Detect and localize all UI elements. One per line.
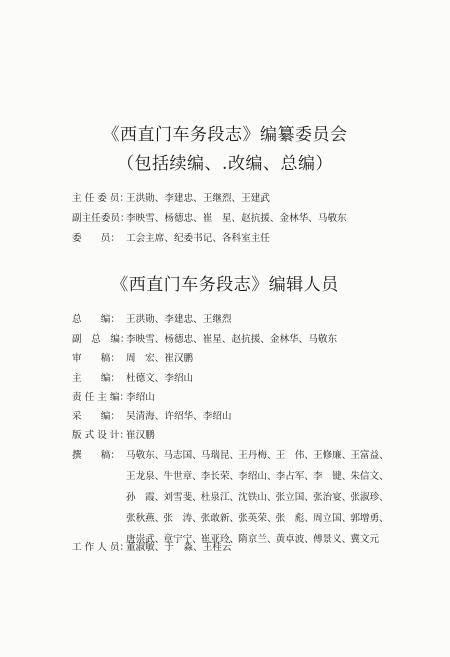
- writer-name: 张敢新、: [200, 513, 240, 524]
- editors-title: 《西直门车务段志》编辑人员: [111, 275, 339, 295]
- committee-title: 《西直门车务段志》编纂委员会: [102, 125, 348, 145]
- row-value: 李映雪、杨德忠、崔星、赵抗援、金林华、马敬东: [126, 334, 338, 345]
- writer-name: 李绍山、: [238, 471, 277, 482]
- row-label: 撰 稿：: [72, 450, 120, 461]
- committee-row-members: [72, 232, 432, 245]
- writer-name: 黄卓波、: [275, 534, 314, 545]
- writer-name: 杜泉江、: [200, 492, 240, 503]
- row-value: 李绍山: [126, 392, 155, 403]
- writer-name: 张英荣、: [238, 513, 277, 524]
- row-label: 主 任 委 员：: [72, 193, 130, 204]
- writer-name: 牛世章、: [163, 471, 202, 482]
- row-value: 王洪勋、李建忠、王继烈、王建武: [126, 193, 270, 204]
- editors-row-reviewer: [72, 352, 432, 365]
- writer-name: 张 彪、: [275, 513, 314, 524]
- writer-name: 王修廉、: [312, 450, 352, 461]
- writer-name: 张治宴、: [312, 492, 352, 503]
- writer-name: 朱信文、: [350, 471, 389, 482]
- row-label: 采 编：: [72, 411, 120, 422]
- writer-name: 傅景义、: [312, 534, 352, 545]
- row-value: 工会主席、纪委书记、各科室主任: [126, 233, 270, 244]
- editors-row-deputy-chief: [72, 333, 432, 346]
- writer-name: 马敬东、: [126, 450, 165, 461]
- row-value: 崔汉鹏: [126, 430, 155, 441]
- row-label: 责 任 主 编：: [72, 392, 130, 403]
- writer-name: 李占军、: [275, 471, 314, 482]
- writer-name: 刘雪斐、: [163, 492, 202, 503]
- writer-name: 王丹梅、: [238, 450, 277, 461]
- writer-name: 马瑞昆、: [200, 450, 240, 461]
- writer-name: 孙 霞、: [126, 492, 165, 503]
- writer-name: 马志国、: [163, 450, 202, 461]
- writer-name: 张立国、: [275, 492, 314, 503]
- writer-name: 冀文元: [350, 534, 380, 545]
- row-value: 吴清海、许绍华、李绍山: [126, 411, 232, 422]
- row-value: 李映雪、杨德忠、崔 星、赵抗援、金林华、马敬东: [126, 213, 347, 224]
- writer-name: 张秋燕、: [126, 513, 165, 524]
- editors-row-editor: [72, 372, 432, 385]
- writer-name: 章宁宁、: [163, 534, 202, 545]
- writer-name: 李长荣、: [200, 471, 240, 482]
- writer-name: 唐崇武、: [126, 534, 165, 545]
- writer-name: 沈铁山、: [238, 492, 277, 503]
- row-label: 版 式 设 计：: [72, 430, 130, 441]
- committee-subtitle: （包括续编、.改编、总编）: [117, 154, 333, 174]
- writer-name-grid: [126, 449, 432, 546]
- row-value: 周 宏、崔汉鹏: [126, 353, 194, 364]
- writer-name: 周立国、: [312, 513, 352, 524]
- row-label: 副 总 编：: [72, 334, 130, 345]
- writer-name: 郭增勇、: [350, 513, 389, 524]
- writer-name: 崔亚玲、: [200, 534, 240, 545]
- row-label: 总 编：: [72, 314, 120, 325]
- editors-row-collectors: [72, 410, 432, 423]
- editors-row-writers: [72, 449, 432, 546]
- committee-row-deputy: [72, 212, 432, 225]
- writer-name: 隋京兰、: [238, 534, 277, 545]
- writer-name: 王富益、: [350, 450, 389, 461]
- writer-name: 张 涛、: [163, 513, 202, 524]
- editors-row-chief: [72, 313, 432, 326]
- row-label: 副主任委员：: [72, 213, 130, 224]
- row-value: 杜德文、李绍山: [126, 373, 194, 384]
- row-value: 王洪勋、李建忠、王继烈: [126, 314, 232, 325]
- row-label: 主 编：: [72, 373, 120, 384]
- writer-name: 李 键、: [312, 471, 352, 482]
- editors-row-staff: [72, 541, 432, 554]
- editors-row-responsible-editor: [72, 391, 432, 404]
- row-label: 工 作 人 员：: [72, 542, 130, 553]
- row-value: 董淑敏、于 淼、王桂云: [126, 542, 232, 553]
- writer-name: 王 伟、: [275, 450, 314, 461]
- writer-name: 张淑珍、: [350, 492, 389, 503]
- committee-row-director: [72, 192, 432, 205]
- row-label: 审 稿：: [72, 353, 120, 364]
- writer-name: 王龙泉、: [126, 471, 165, 482]
- editors-row-layout: [72, 429, 432, 442]
- row-label: 委 员：: [72, 233, 120, 244]
